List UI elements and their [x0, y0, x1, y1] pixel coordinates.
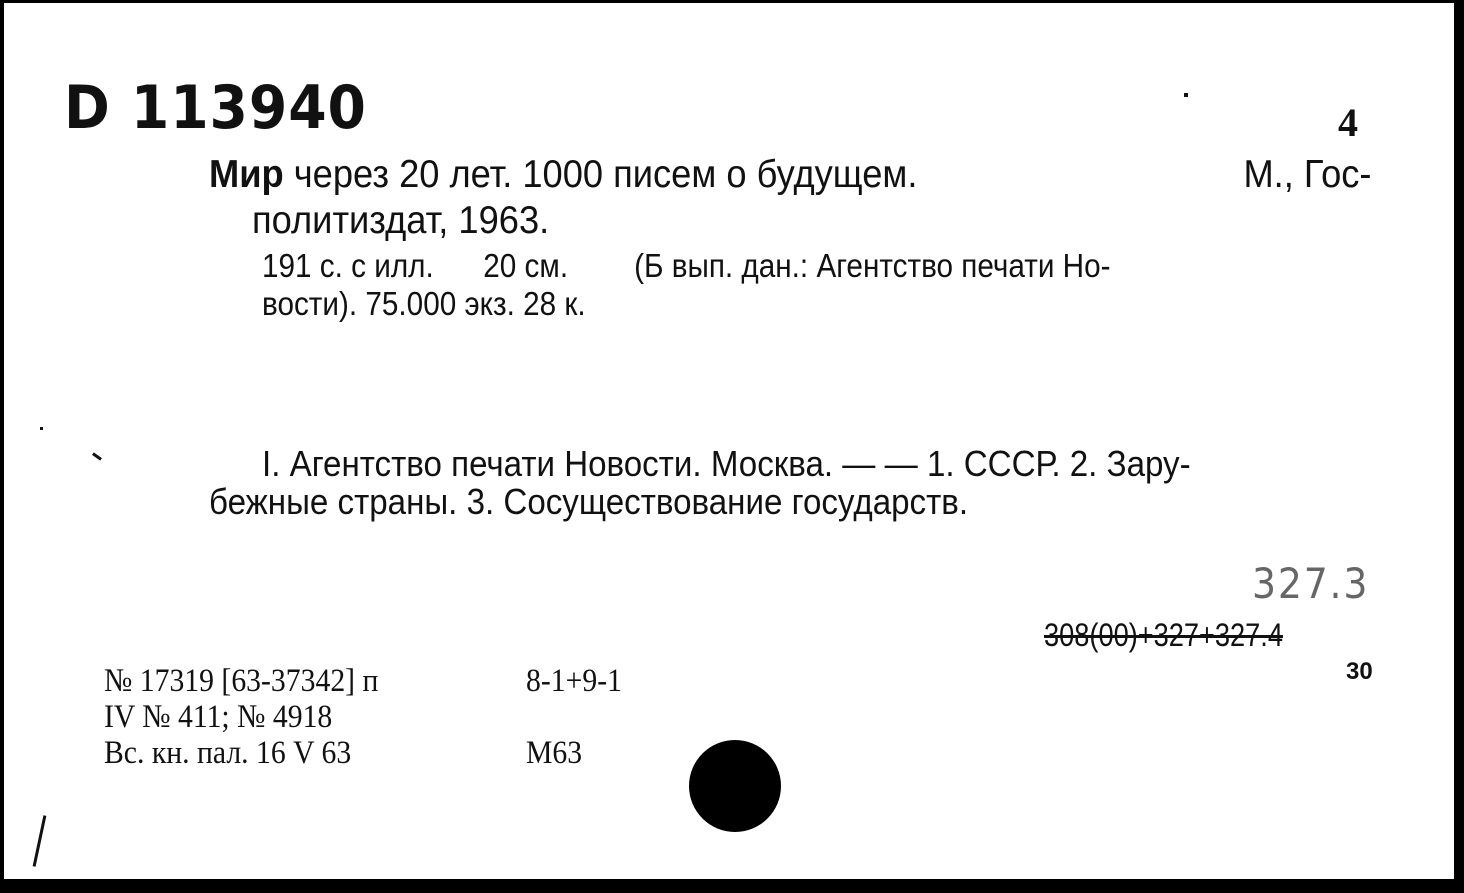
- struck-class-subscript: 30: [1346, 658, 1373, 685]
- registration-line-3: Вс. кн. пал. 16 V 63: [104, 735, 352, 771]
- description-line-2: вости). 75.000 экз. 28 к.: [262, 285, 586, 322]
- card-right-edge: [1455, 0, 1464, 893]
- inventory-handstamp: D 113940: [64, 73, 367, 143]
- pencil-mark: [33, 815, 47, 866]
- registration-line-2: IV № 411; № 4918: [104, 699, 333, 735]
- handwritten-class-number: 327.3: [1252, 559, 1370, 608]
- dust-speck: [40, 427, 43, 430]
- copies-count: 4: [1338, 100, 1358, 145]
- title-line-2: политиздат, 1963.: [252, 199, 550, 242]
- card-bottom-edge: [0, 879, 1464, 893]
- title-bold: Мир: [209, 153, 284, 196]
- tracing-line-1: I. Агентство печати Новости. Москва. — — 1. СССР. 2. Зару-: [262, 443, 1191, 484]
- dust-speck: [92, 452, 102, 460]
- author-code: М63: [526, 735, 583, 771]
- publisher-start: М., Гос-: [1243, 153, 1372, 196]
- title-line: [209, 153, 1372, 197]
- title-rest: через 20 лет. 1000 писем о будущем.: [283, 153, 918, 196]
- struck-class-number: 308(00)+327+327.4: [1044, 617, 1283, 653]
- description-line-1: 191 с. с илл. 20 см. (Б вып. дан.: Агентство печати Но-: [262, 247, 1111, 284]
- registration-line-1: № 17319 [63-37342] п: [104, 663, 379, 699]
- punch-hole: [689, 740, 781, 832]
- print-code: 8-1+9-1: [526, 663, 622, 699]
- tracing-line-2: бежные страны. 3. Сосуществование государств.: [209, 481, 969, 522]
- dust-speck: [1184, 93, 1188, 97]
